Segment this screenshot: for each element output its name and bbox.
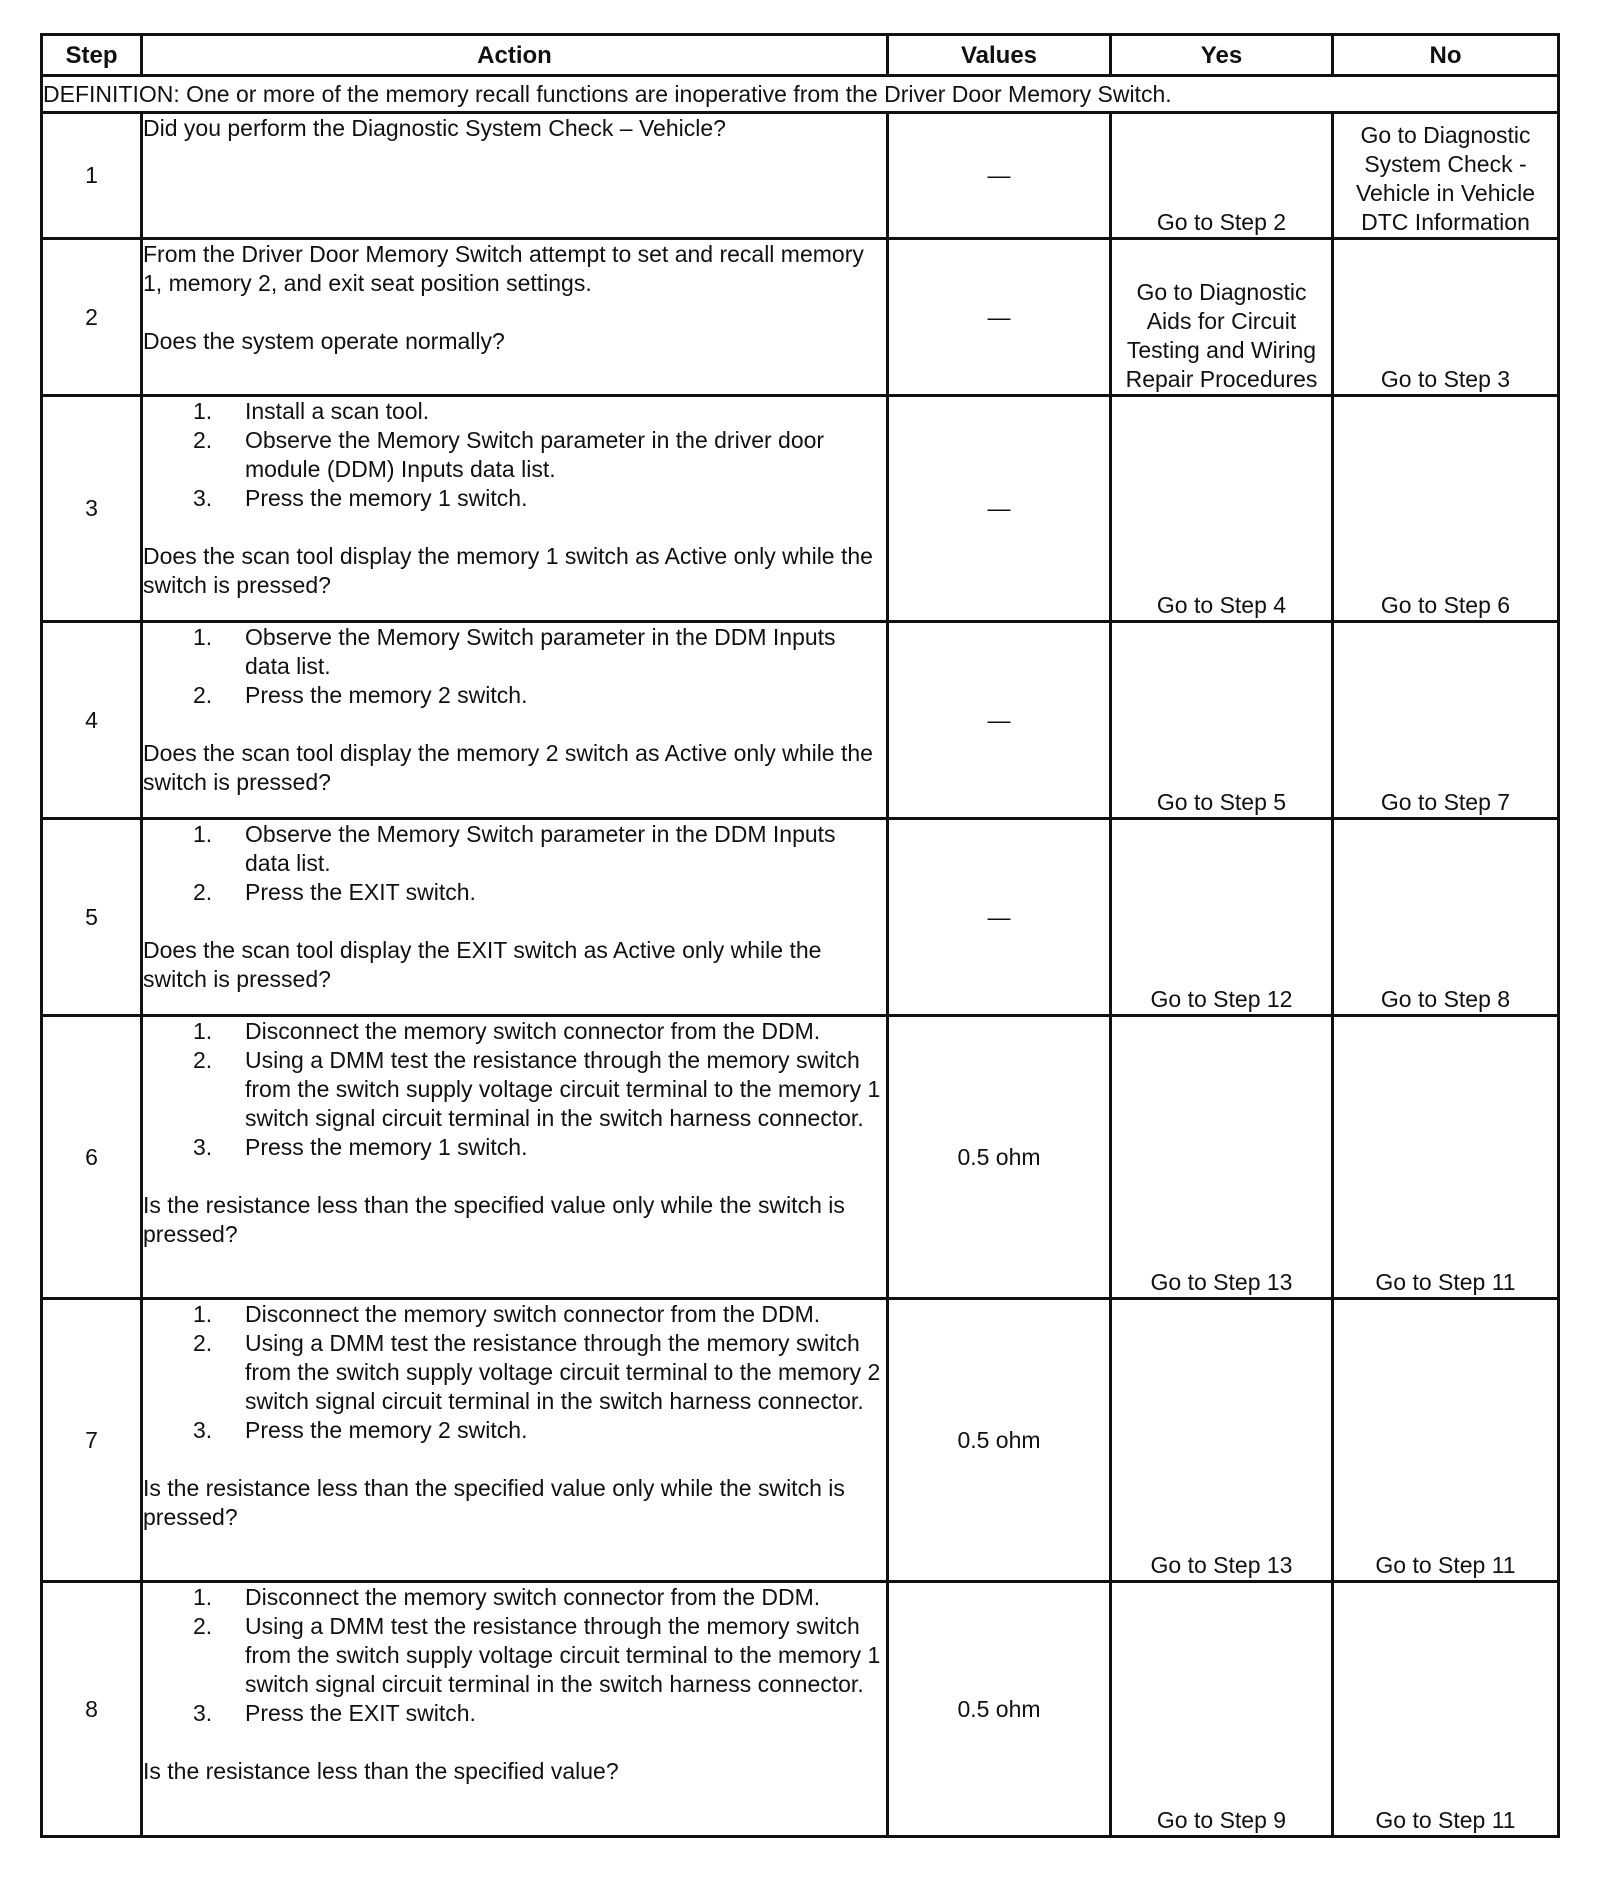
list-item: 1. Disconnect the memory switch connector from the DDM. [193, 1584, 821, 1610]
value-cell: 0.5 ohm [888, 1582, 1111, 1837]
step-number: 8 [42, 1582, 142, 1837]
list-item-text: Disconnect the memory switch connector from the DDM. [245, 1018, 821, 1044]
definition-row [42, 76, 1559, 113]
action-cell [142, 819, 888, 1016]
value-cell: — [888, 396, 1111, 622]
list-item-text: Disconnect the memory switch connector from the DDM. [245, 1584, 821, 1610]
yes-cell: Go to Step 13 [1111, 1299, 1333, 1582]
value-cell: — [888, 622, 1111, 819]
list-item: 1. Observe the Memory Switch parameter in the DDM Inputs data list. [193, 624, 836, 679]
list-item-text: Using a DMM test the resistance through the memory switch from the switch supply voltage circuit terminal to the memory 1 switch signal circuit terminal in the switch harness connector. [245, 1047, 881, 1131]
list-item-text: Press the memory 2 switch. [245, 682, 528, 708]
list-item: 3. Press the EXIT switch. [193, 1700, 476, 1726]
action-question: Is the resistance less than the specified value? [143, 1758, 619, 1784]
table-row [42, 239, 1559, 396]
no-cell: Go to Step 6 [1333, 396, 1559, 622]
list-item-text: Disconnect the memory switch connector from the DDM. [245, 1301, 821, 1327]
list-item: 3. Press the memory 2 switch. [193, 1417, 528, 1443]
table-row [42, 1016, 1559, 1299]
action-question: Is the resistance less than the specified value only while the switch is pressed? [143, 1192, 845, 1247]
yes-cell: Go to Step 12 [1111, 819, 1333, 1016]
yes-cell: Go to Step 2 [1111, 113, 1333, 239]
yes-cell: Go to Step 13 [1111, 1016, 1333, 1299]
action-question: Does the scan tool display the memory 2 switch as Active only while the switch is pressed? [143, 740, 873, 795]
list-item: 2. Using a DMM test the resistance through the memory switch from the switch supply voltage circuit terminal to the memory 1 switch signal circuit terminal in the switch harness connector. [193, 1047, 881, 1131]
list-item-text: Press the EXIT switch. [245, 879, 476, 905]
list-item-text: Observe the Memory Switch parameter in the driver door module (DDM) Inputs data list. [245, 427, 825, 482]
no-cell: Go to Step 11 [1333, 1016, 1559, 1299]
list-item-text: Press the EXIT switch. [245, 1700, 476, 1726]
action-steps [143, 820, 886, 907]
value-cell: — [888, 239, 1111, 396]
header-no: No [1333, 35, 1559, 76]
list-item: 3. Press the memory 1 switch. [193, 1134, 528, 1160]
yes-cell: Go to Step 5 [1111, 622, 1333, 819]
action-cell [142, 1016, 888, 1299]
list-item: 1. Disconnect the memory switch connector from the DDM. [193, 1018, 821, 1044]
value-cell: — [888, 113, 1111, 239]
step-number: 2 [42, 239, 142, 396]
action-cell [142, 1299, 888, 1582]
action-question: Is the resistance less than the specified value only while the switch is pressed? [143, 1475, 845, 1530]
action-steps [143, 397, 886, 513]
list-item: 2. Observe the Memory Switch parameter in the driver door module (DDM) Inputs data list. [193, 427, 825, 482]
action-steps [143, 623, 886, 710]
table-row [42, 819, 1559, 1016]
table-row [42, 396, 1559, 622]
list-item: 2. Using a DMM test the resistance through the memory switch from the switch supply voltage circuit terminal to the memory 2 switch signal circuit terminal in the switch harness connector. [193, 1330, 881, 1414]
step-number: 5 [42, 819, 142, 1016]
value-cell: 0.5 ohm [888, 1299, 1111, 1582]
list-item: 2. Using a DMM test the resistance through the memory switch from the switch supply voltage circuit terminal to the memory 1 switch signal circuit terminal in the switch harness connector. [193, 1613, 881, 1697]
list-item-text: Press the memory 1 switch. [245, 1134, 528, 1160]
value-cell: — [888, 819, 1111, 1016]
step-number: 7 [42, 1299, 142, 1582]
list-item: 1. Install a scan tool. [193, 398, 430, 424]
definition-text: DEFINITION: One or more of the memory recall functions are inoperative from the Driver Door Memory Switch. [42, 76, 1559, 113]
step-number: 6 [42, 1016, 142, 1299]
no-cell: Go to Diagnostic System Check - Vehicle in Vehicle DTC Information [1333, 113, 1559, 239]
table-row [42, 113, 1559, 239]
action-steps [143, 1300, 886, 1445]
list-item-text: Using a DMM test the resistance through the memory switch from the switch supply voltage circuit terminal to the memory 2 switch signal circuit terminal in the switch harness connector. [245, 1330, 881, 1414]
header-values: Values [888, 35, 1111, 76]
action-steps [143, 1583, 886, 1728]
step-number: 1 [42, 113, 142, 239]
action-cell [142, 622, 888, 819]
table-row [42, 1582, 1559, 1837]
list-item: 1. Observe the Memory Switch parameter in the DDM Inputs data list. [193, 821, 836, 876]
step-number: 4 [42, 622, 142, 819]
list-item: 2. Press the EXIT switch. [193, 879, 476, 905]
yes-cell: Go to Step 4 [1111, 396, 1333, 622]
yes-cell: Go to Step 9 [1111, 1582, 1333, 1837]
action-text: From the Driver Door Memory Switch attempt to set and recall memory 1, memory 2, and exit seat position settings. [143, 241, 864, 296]
header-action: Action [142, 35, 888, 76]
header-yes: Yes [1111, 35, 1333, 76]
table-row [42, 622, 1559, 819]
no-cell: Go to Step 8 [1333, 819, 1559, 1016]
action-cell [142, 113, 888, 239]
list-item: 2. Press the memory 2 switch. [193, 682, 528, 708]
action-cell [142, 396, 888, 622]
list-item-text: Press the memory 1 switch. [245, 485, 528, 511]
action-question: Does the scan tool display the EXIT switch as Active only while the switch is pressed? [143, 937, 822, 992]
diagnostic-table [40, 33, 1560, 1838]
list-item-text: Using a DMM test the resistance through the memory switch from the switch supply voltage circuit terminal to the memory 1 switch signal circuit terminal in the switch harness connector. [245, 1613, 881, 1697]
no-cell: Go to Step 11 [1333, 1582, 1559, 1837]
no-cell: Go to Step 11 [1333, 1299, 1559, 1582]
list-item-text: Observe the Memory Switch parameter in the DDM Inputs data list. [245, 624, 836, 679]
list-item-text: Press the memory 2 switch. [245, 1417, 528, 1443]
header-step: Step [42, 35, 142, 76]
action-cell [142, 239, 888, 396]
header-row [42, 35, 1559, 76]
yes-cell: Go to Diagnostic Aids for Circuit Testing and Wiring Repair Procedures [1111, 239, 1333, 396]
list-item: 1. Disconnect the memory switch connector from the DDM. [193, 1301, 821, 1327]
list-item-text: Observe the Memory Switch parameter in the DDM Inputs data list. [245, 821, 836, 876]
action-question: Does the scan tool display the memory 1 switch as Active only while the switch is pressed? [143, 543, 873, 598]
action-question: Does the system operate normally? [143, 328, 505, 354]
list-item: 3. Press the memory 1 switch. [193, 485, 528, 511]
action-text: Did you perform the Diagnostic System Check – Vehicle? [143, 115, 726, 141]
action-cell [142, 1582, 888, 1837]
action-steps [143, 1017, 886, 1162]
no-cell: Go to Step 3 [1333, 239, 1559, 396]
list-item-text: Install a scan tool. [245, 398, 430, 424]
table-row [42, 1299, 1559, 1582]
value-cell: 0.5 ohm [888, 1016, 1111, 1299]
no-cell: Go to Step 7 [1333, 622, 1559, 819]
step-number: 3 [42, 396, 142, 622]
